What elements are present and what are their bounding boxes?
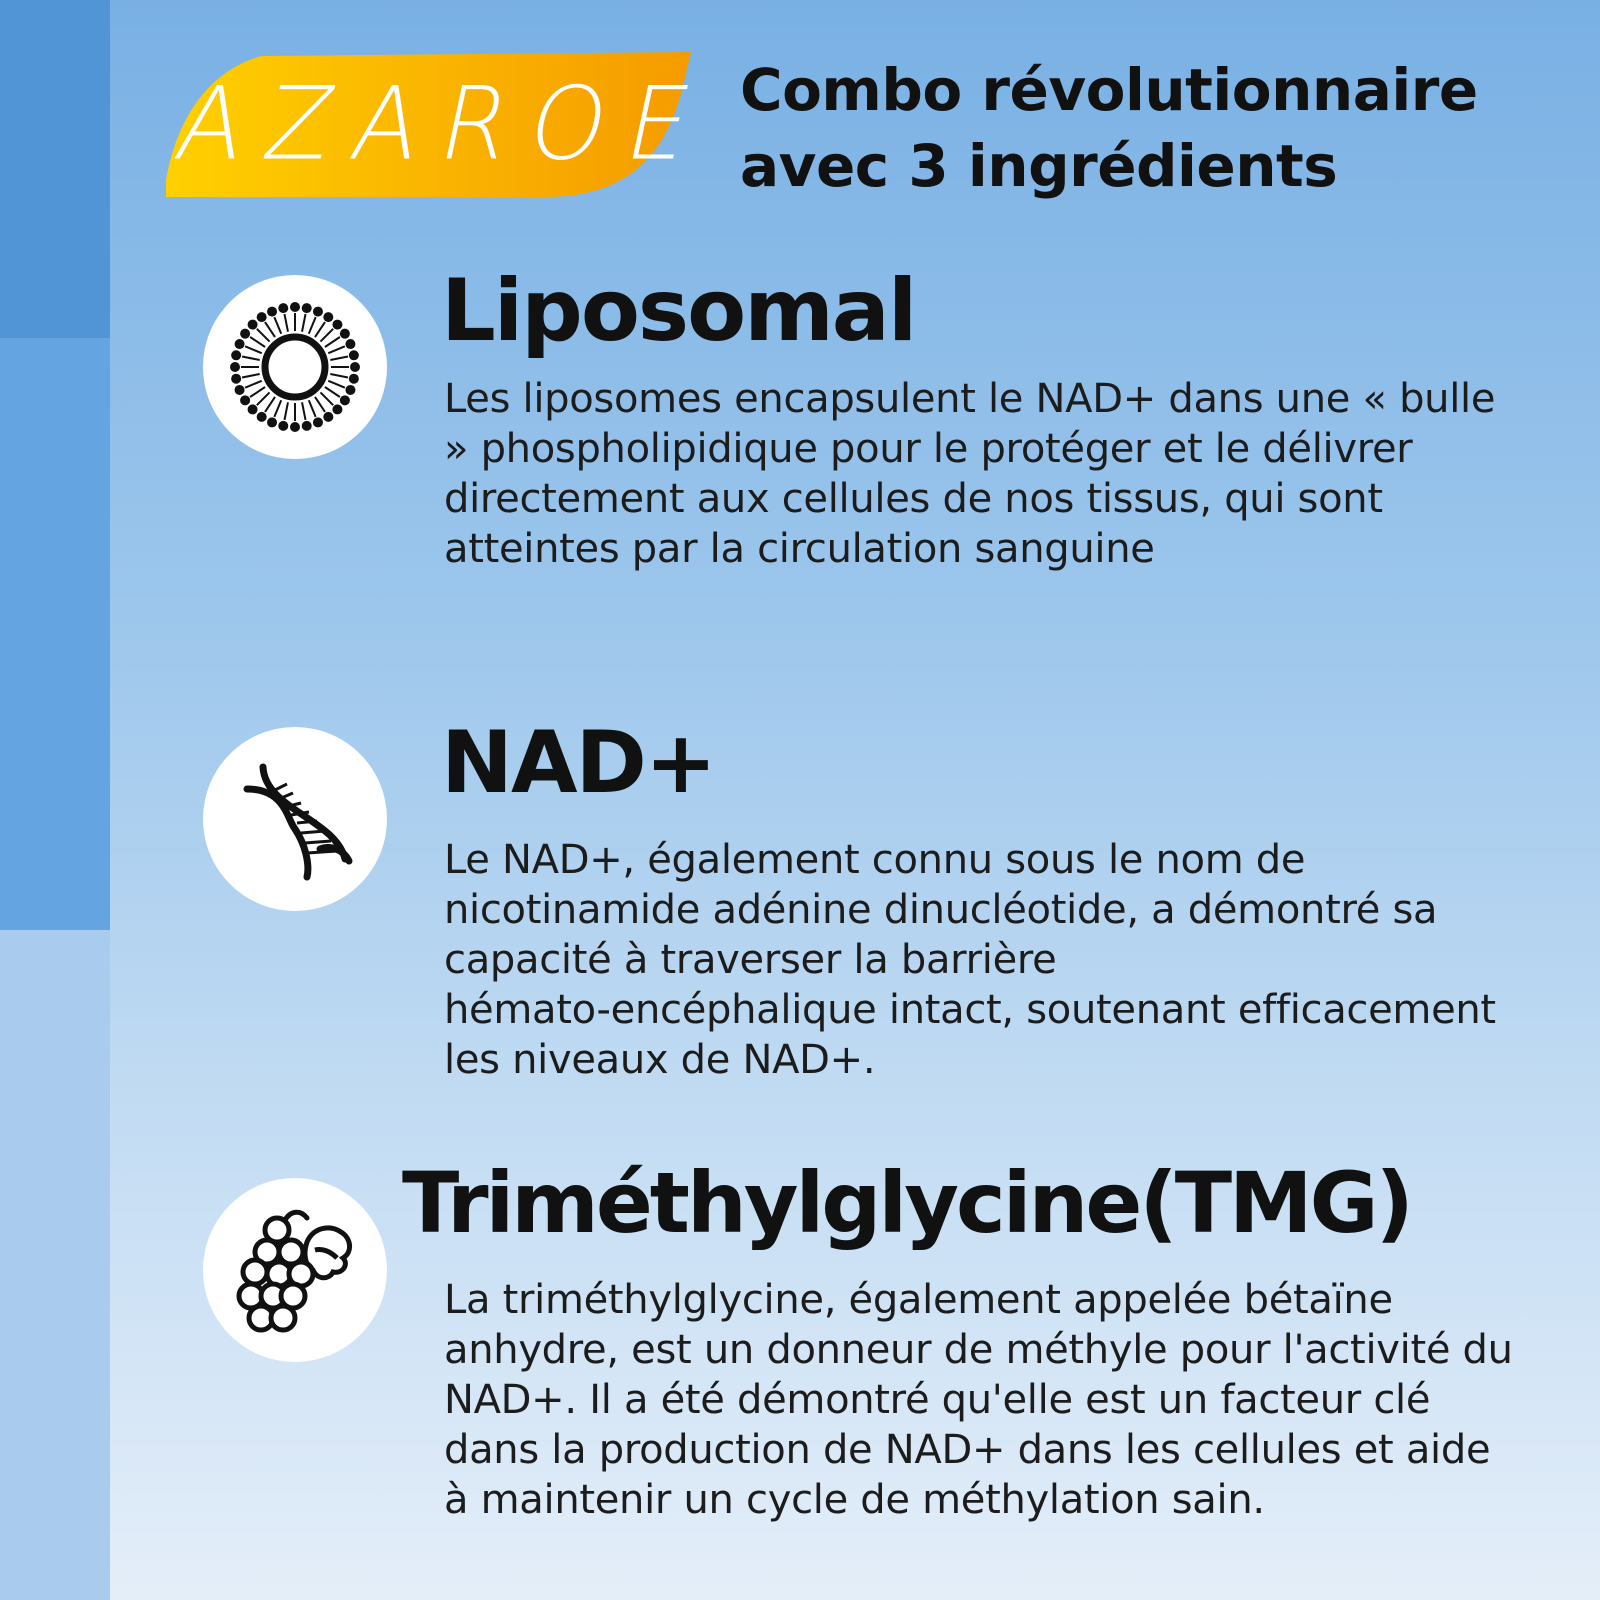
section-title-nad: NAD+ <box>441 713 715 813</box>
logo-text: AZAROE <box>166 65 724 183</box>
body-line: atteintes par la circulation sanguine <box>444 526 1155 572</box>
grapes-icon-badge <box>203 1178 387 1362</box>
dna-icon <box>225 749 365 889</box>
body-line: nicotinamide adénine dinucléotide, a démontré sa <box>444 887 1438 933</box>
body-line: La triméthylglycine, également appelée bétaïne <box>444 1277 1393 1323</box>
body-line: les niveaux de NAD+. <box>444 1037 876 1083</box>
body-line: hémato-encéphalique intact, soutenant efficacement <box>444 987 1496 1033</box>
body-line: NAD+. Il a été démontré qu'elle est un facteur clé <box>444 1377 1431 1423</box>
brand-logo <box>166 52 724 197</box>
body-line: anhydre, est un donneur de méthyle pour l'activité du <box>444 1327 1513 1373</box>
grapes-icon <box>225 1200 365 1340</box>
headline-line: avec 3 ingrédients <box>740 132 1338 200</box>
page-headline <box>740 52 1580 204</box>
section-body-liposomal <box>444 374 1594 574</box>
section-title-tmg: Triméthylglycine(TMG) <box>402 1154 1411 1252</box>
liposome-icon-badge <box>203 275 387 459</box>
body-line: » phospholipidique pour le protéger et le délivrer <box>444 426 1413 472</box>
sidebar-stripe-top <box>0 0 110 338</box>
section-title-liposomal: Liposomal <box>441 261 916 361</box>
body-line: Les liposomes encapsulent le NAD+ dans une « bulle <box>444 376 1496 422</box>
dna-icon-badge <box>203 727 387 911</box>
liposome-icon <box>225 297 365 437</box>
body-line: Le NAD+, également connu sous le nom de <box>444 837 1306 883</box>
body-line: directement aux cellules de nos tissus, qui sont <box>444 476 1383 522</box>
body-line: dans la production de NAD+ dans les cellules et aide <box>444 1427 1491 1473</box>
headline-line: Combo révolutionnaire <box>740 56 1478 124</box>
body-line: à maintenir un cycle de méthylation sain. <box>444 1477 1265 1523</box>
sidebar-stripe-middle <box>0 338 110 930</box>
sidebar-stripe-bottom <box>0 930 110 1600</box>
body-line: capacité à traverser la barrière <box>444 937 1057 983</box>
section-body-nad <box>444 835 1594 1085</box>
section-body-tmg <box>444 1275 1594 1525</box>
